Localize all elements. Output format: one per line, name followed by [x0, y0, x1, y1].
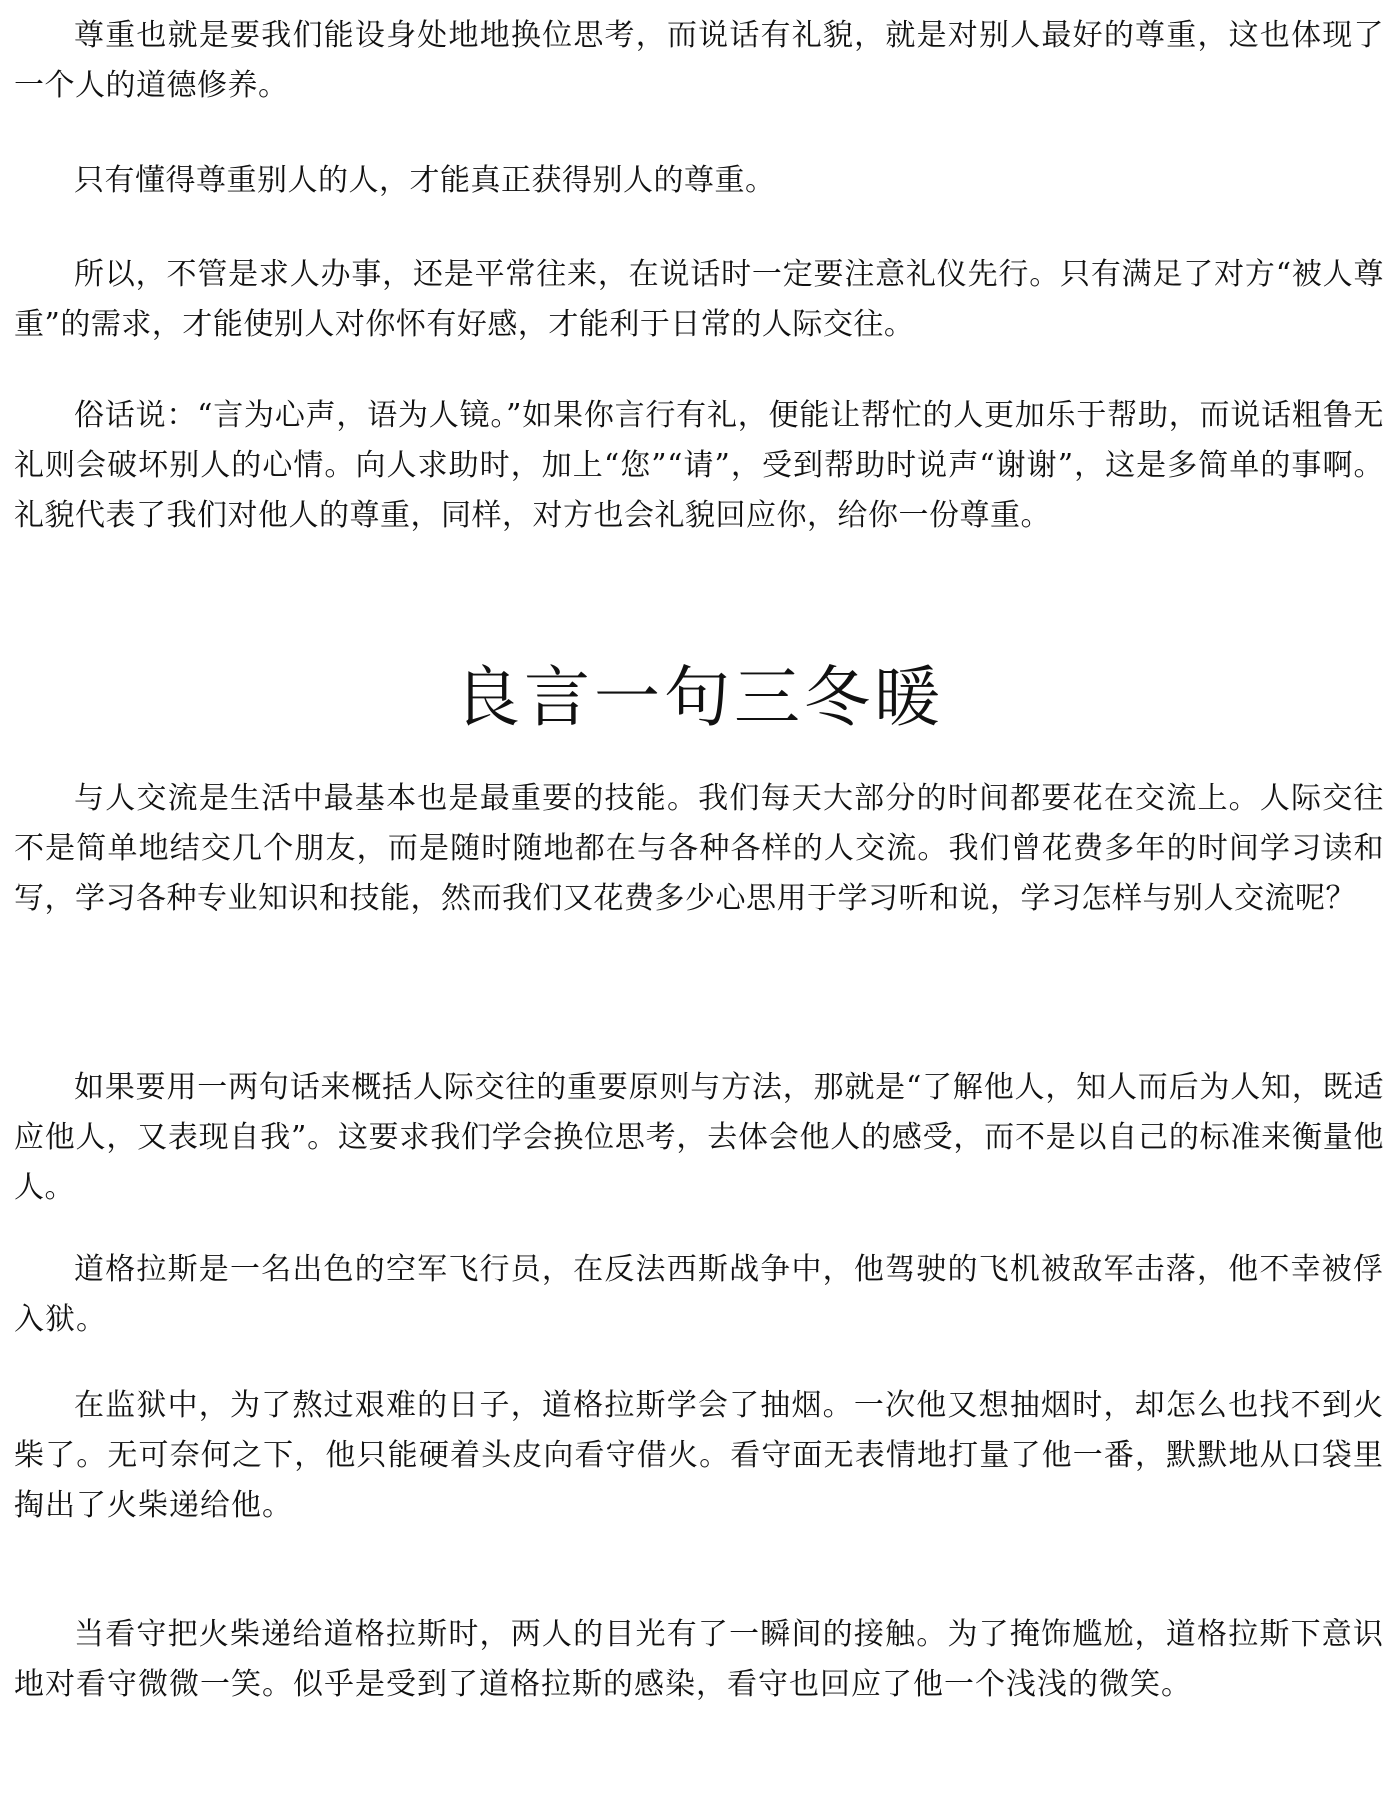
- paragraph: 所以，不管是求人办事，还是平常往来，在说话时一定要注意礼仪先行。只有满足了对方“被人尊重”的需求，才能使别人对你怀有好感，才能利于日常的人际交往。: [14, 257, 1384, 342]
- paragraph: 道格拉斯是一名出色的空军飞行员，在反法西斯战争中，他驾驶的飞机被敌军击落，他不幸被俘入狱。: [14, 1252, 1384, 1337]
- paragraph: 与人交流是生活中最基本也是最重要的技能。我们每天大部分的时间都要花在交流上。人际交往不是简单地结交几个朋友，而是随时随地都在与各种各样的人交流。我们曾花费多年的时间学习读和写，学习各种专业知识和技能，然而我们又花费多少心思用于学习听和说，学习怎样与别人交流呢？: [14, 781, 1384, 916]
- paragraph: 尊重也就是要我们能设身处地地换位思考，而说话有礼貌，就是对别人最好的尊重，这也体现了一个人的道德修养。: [14, 18, 1384, 103]
- paragraph: 只有懂得尊重别人的人，才能真正获得别人的尊重。: [74, 163, 776, 198]
- paragraph: 在监狱中，为了熬过艰难的日子，道格拉斯学会了抽烟。一次他又想抽烟时，却怎么也找不到火柴了。无可奈何之下，他只能硬着头皮向看守借火。看守面无表情地打量了他一番，默默地从口袋里掏出了火柴递给他。: [14, 1388, 1384, 1523]
- paragraph: 如果要用一两句话来概括人际交往的重要原则与方法，那就是“了解他人，知人而后为人知，既适应他人，又表现自我”。这要求我们学会换位思考，去体会他人的感受，而不是以自己的标准来衡量他人。: [14, 1070, 1384, 1205]
- section-title: 良言一句三冬暖: [454, 659, 944, 736]
- paragraph: 俗话说：“言为心声，语为人镜。”如果你言行有礼，便能让帮忙的人更加乐于帮助，而说话粗鲁无礼则会破坏别人的心情。向人求助时，加上“您”“请”，受到帮助时说声“谢谢”，这是多简单的事啊。礼貌代表了我们对他人的尊重，同样，对方也会礼貌回应你，给你一份尊重。: [14, 398, 1384, 533]
- paragraph: 当看守把火柴递给道格拉斯时，两人的目光有了一瞬间的接触。为了掩饰尴尬，道格拉斯下意识地对看守微微一笑。似乎是受到了道格拉斯的感染，看守也回应了他一个浅浅的微笑。: [14, 1617, 1384, 1702]
